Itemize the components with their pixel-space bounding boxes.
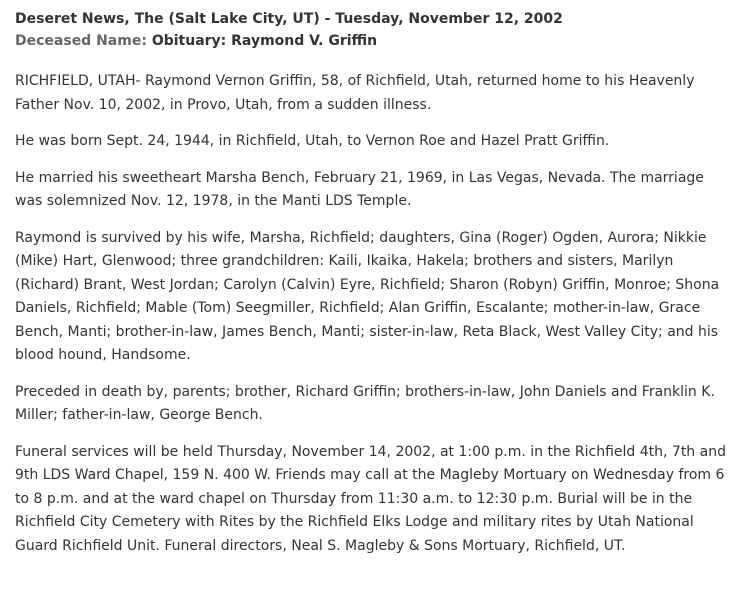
deceased-name-label: Deceased Name: (15, 33, 147, 49)
paragraph-services: Funeral services will be held Thursday, November 14, 2002, at 1:00 p.m. in the Richfield 4th, 7th and 9th LDS Ward Chapel, 159 N. 400 W. Friends may call at the Magleby Mortuary on Wednesday from 6 to 8 p.m. and at the ward chapel on Thursday from 11:30 a.m. to 12:30 p.m. Burial will be in the Richfield City Cemetery with Rites by the Richfield Elks Lodge and military rites by Utah National Guard Richfield Unit. Funeral directors, Neal S. Magleby & Sons Mortuary, Richfield, UT. (15, 443, 726, 554)
paragraph-preceded: Preceded in death by, parents; brother, Richard Griffin; brothers-in-law, John Daniels and Franklin K. Miller; father-in-law, George Bench. (15, 383, 715, 423)
paragraph-announcement: RICHFIELD, UTAH- Raymond Vernon Griffin, 58, of Richfield, Utah, returned home to his Heavenly Father Nov. 10, 2002, in Provo, Utah, from a sudden illness. (15, 73, 695, 113)
publication-title: Deseret News, The (Salt Lake City, UT) - Tuesday, November 12, 2002 (15, 11, 563, 27)
obituary-body (15, 70, 727, 558)
deceased-name-line (15, 30, 727, 52)
paragraph-survivors: Raymond is survived by his wife, Marsha, Richfield; daughters, Gina (Roger) Ogden, Aurora; Nikkie (Mike) Hart, Glenwood; three grandchildren: Kaili, Ikaika, Hakela; brothers and sisters, Marilyn (Richard) Brant, West Jordan; Carolyn (Calvin) Eyre, Richfield; Sharon (Robyn) Griffin, Monroe; Shona Daniels, Richfield; Mable (Tom) Seegmiller, Richfield; Alan Griffin, Escalante; mother-in-law, Grace Bench, Manti; brother-in-law, James Bench, Manti; sister-in-law, Reta Black, West Valley City; and his blood hound, Handsome. (15, 229, 720, 363)
paragraph-marriage: He married his sweetheart Marsha Bench, February 21, 1969, in Las Vegas, Nevada. The marriage was solemnized Nov. 12, 1978, in the Manti LDS Temple. (15, 169, 704, 209)
paragraph-birth: He was born Sept. 24, 1944, in Richfield, Utah, to Vernon Roe and Hazel Pratt Griffin. (15, 133, 610, 149)
deceased-name-value: Obituary: Raymond V. Griffin (151, 33, 378, 49)
obituary-header (15, 8, 727, 52)
